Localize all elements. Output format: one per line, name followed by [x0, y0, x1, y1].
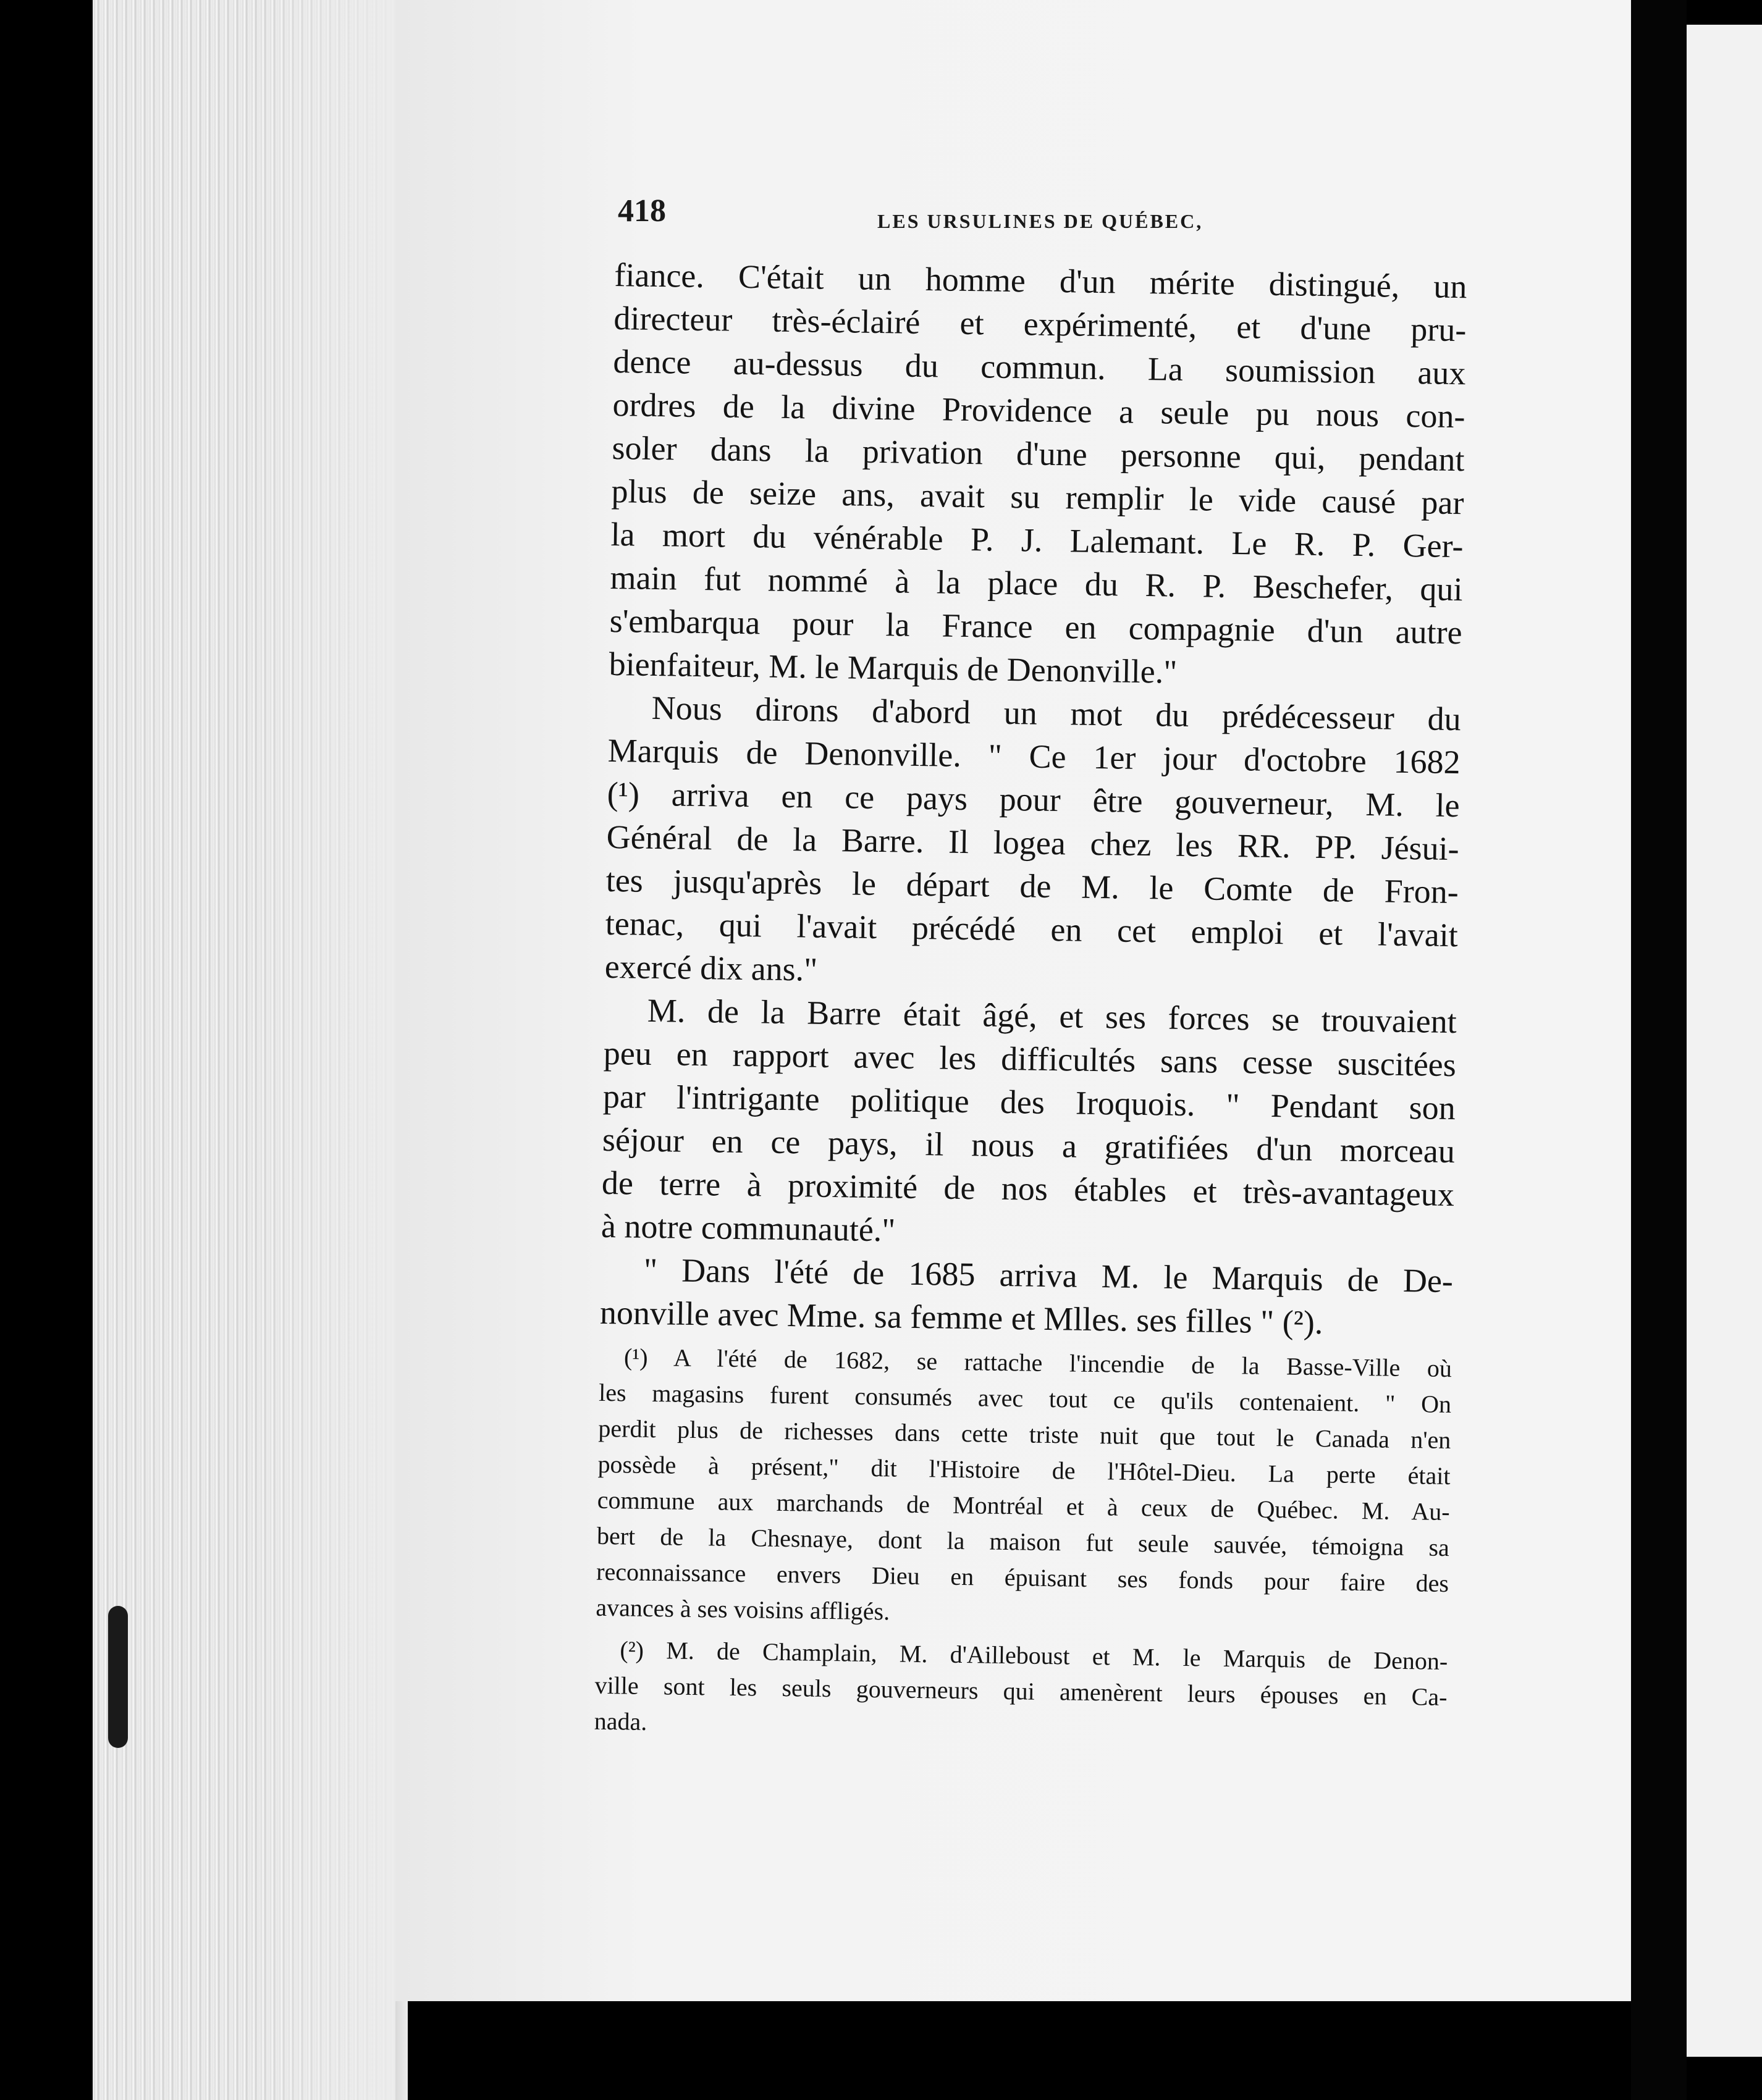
text-line: à notre communauté."	[601, 1207, 896, 1249]
text-line: ordres de la divine Providence a seule pu nous con-	[612, 385, 1465, 435]
running-head	[618, 193, 1291, 230]
footnote-line: possède à présent," dit l'Histoire de l'Hôtel-Dieu. La perte était	[597, 1450, 1451, 1490]
footnote-line: (²) M. de Champlain, M. d'Ailleboust et M. le Marquis de Denon-	[620, 1636, 1448, 1676]
footnote-line: bert de la Chesnaye, dont la maison fut seule sauvée, témoigna sa	[596, 1521, 1450, 1562]
body-text	[600, 253, 1467, 1346]
paragraph	[600, 1248, 1454, 1346]
facing-page-edge	[1687, 25, 1762, 2057]
page-number: 418	[618, 193, 666, 229]
footnote-line: avances à ses voisins affligés.	[596, 1593, 890, 1626]
scan-smudge	[108, 1606, 128, 1748]
paragraph	[604, 686, 1461, 1000]
paragraph	[601, 988, 1457, 1259]
text-line: Nous dirons d'abord un mot du prédécesseur du	[651, 689, 1462, 738]
running-title: LES URSULINES DE QUÉBEC,	[877, 210, 1203, 232]
text-line: soler dans la privation d'une personne qui, pendant	[612, 429, 1465, 479]
text-line: " Dans l'été de 1685 arriva M. le Marquis de De-	[643, 1251, 1454, 1300]
text-line: exercé dix ans."	[604, 947, 818, 988]
text-line: Général de la Barre. Il logea chez les RR. PP. Jésui-	[606, 818, 1460, 868]
text-line: tes jusqu'après le départ de M. le Comte de Fron-	[605, 861, 1459, 911]
book-page-edges-shading	[259, 0, 408, 2100]
text-line: de terre à proximité de nos étables et très-avantageux	[601, 1164, 1455, 1214]
text-line: peu en rapport avec les difficultés sans cesse suscitées	[603, 1034, 1457, 1084]
paragraph	[609, 253, 1467, 697]
footnote-line: perdit plus de richesses dans cette triste nuit que tout le Canada n'en	[598, 1414, 1451, 1455]
text-line: (¹) arriva en ce pays pour être gouverneur, M. le	[607, 775, 1461, 825]
text-block	[594, 253, 1467, 1751]
text-line: séjour en ce pays, il nous a gratifiées d'un morceau	[602, 1120, 1456, 1170]
footnote-line: les magasins furent consumés avec tout ce qu'ils contenaient. " On	[598, 1378, 1452, 1419]
text-line: par l'intrigante politique des Iroquois. " Pendant son	[602, 1077, 1456, 1127]
text-line: main fut nommé à la place du R. P. Beschefer, qui	[610, 558, 1463, 608]
text-line: plus de seize ans, avait su remplir le vide causé par	[611, 472, 1464, 522]
footnotes	[594, 1339, 1452, 1751]
book-gutter	[1631, 0, 1687, 2100]
text-line: nonville avec Mme. sa femme et Mlles. ses filles " (²).	[599, 1293, 1323, 1342]
text-line: tenac, qui l'avait précédé en cet emploi et l'avait	[605, 904, 1459, 954]
text-line: la mort du vénérable P. J. Lalemant. Le R. P. Ger-	[610, 515, 1464, 565]
footnote	[594, 1632, 1448, 1751]
text-line: Marquis de Denonville. " Ce 1er jour d'octobre 1682	[607, 731, 1461, 781]
text-line: directeur très-éclairé et expérimenté, et d'une pru-	[613, 299, 1467, 349]
footnote-line: (¹) A l'été de 1682, se rattache l'incendie de la Basse-Ville où	[623, 1343, 1452, 1383]
footnote-line: nada.	[594, 1707, 647, 1736]
text-line: dence au-dessus du commun. La soumission aux	[613, 342, 1466, 392]
text-line: s'embarqua pour la France en compagnie d'un autre	[609, 602, 1462, 652]
footnote-line: commune aux marchands de Montréal et à ceux de Québec. M. Au-	[597, 1485, 1450, 1526]
footnote	[596, 1339, 1452, 1637]
text-line: M. de la Barre était âgé, et ses forces se trouvaient	[647, 991, 1457, 1041]
footnote-line: reconnaissance envers Dieu en épuisant ses fonds pour faire des	[596, 1557, 1449, 1598]
text-line: bienfaiteur, M. le Marquis de Denonville."	[609, 645, 1178, 691]
text-line: fiance. C'était un homme d'un mérite distingué, un	[614, 256, 1467, 306]
footnote-line: ville sont les seuls gouverneurs qui amenèrent leurs épouses en Ca-	[594, 1671, 1448, 1712]
